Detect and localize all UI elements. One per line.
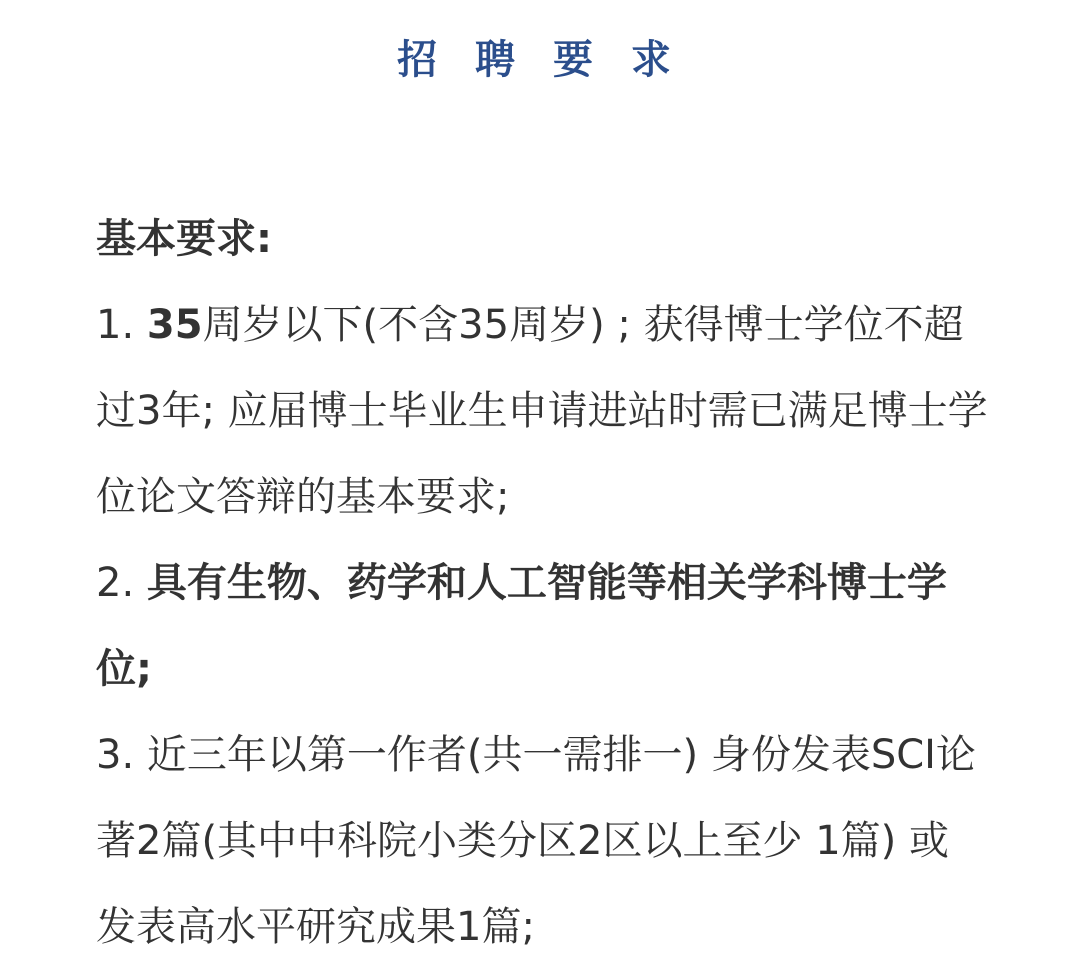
requirement-item-1-bold-text: 35 <box>146 302 203 348</box>
requirement-item-3-number: 3. <box>96 732 147 778</box>
requirement-item-2-number: 2. <box>96 560 147 606</box>
requirement-item-2 <box>96 540 988 712</box>
requirement-item-1-number: 1. <box>96 302 147 348</box>
section-title: 招 聘 要 求 <box>397 37 683 83</box>
requirement-item-2-bold-text: 具有生物、药学和人工智能等相关学科博士学位; <box>96 560 947 692</box>
requirement-item-1 <box>96 282 988 540</box>
requirement-item-3 <box>96 712 988 963</box>
requirement-item-3-text: 近三年以第一作者(共一需排一) 身份发表SCI论著2篇(其中中科院小类分区2区以上至少 1篇) 或发表高水平研究成果1篇; <box>96 732 976 950</box>
basic-requirements-heading: 基本要求: <box>96 216 272 262</box>
requirement-item-1-text: 周岁以下(不含35周岁) ; 获得博士学位不超过3年; 应届博士毕业生申请进站时需已满足博士学位论文答辩的基本要求; <box>96 302 988 520</box>
requirements-content <box>96 196 988 963</box>
